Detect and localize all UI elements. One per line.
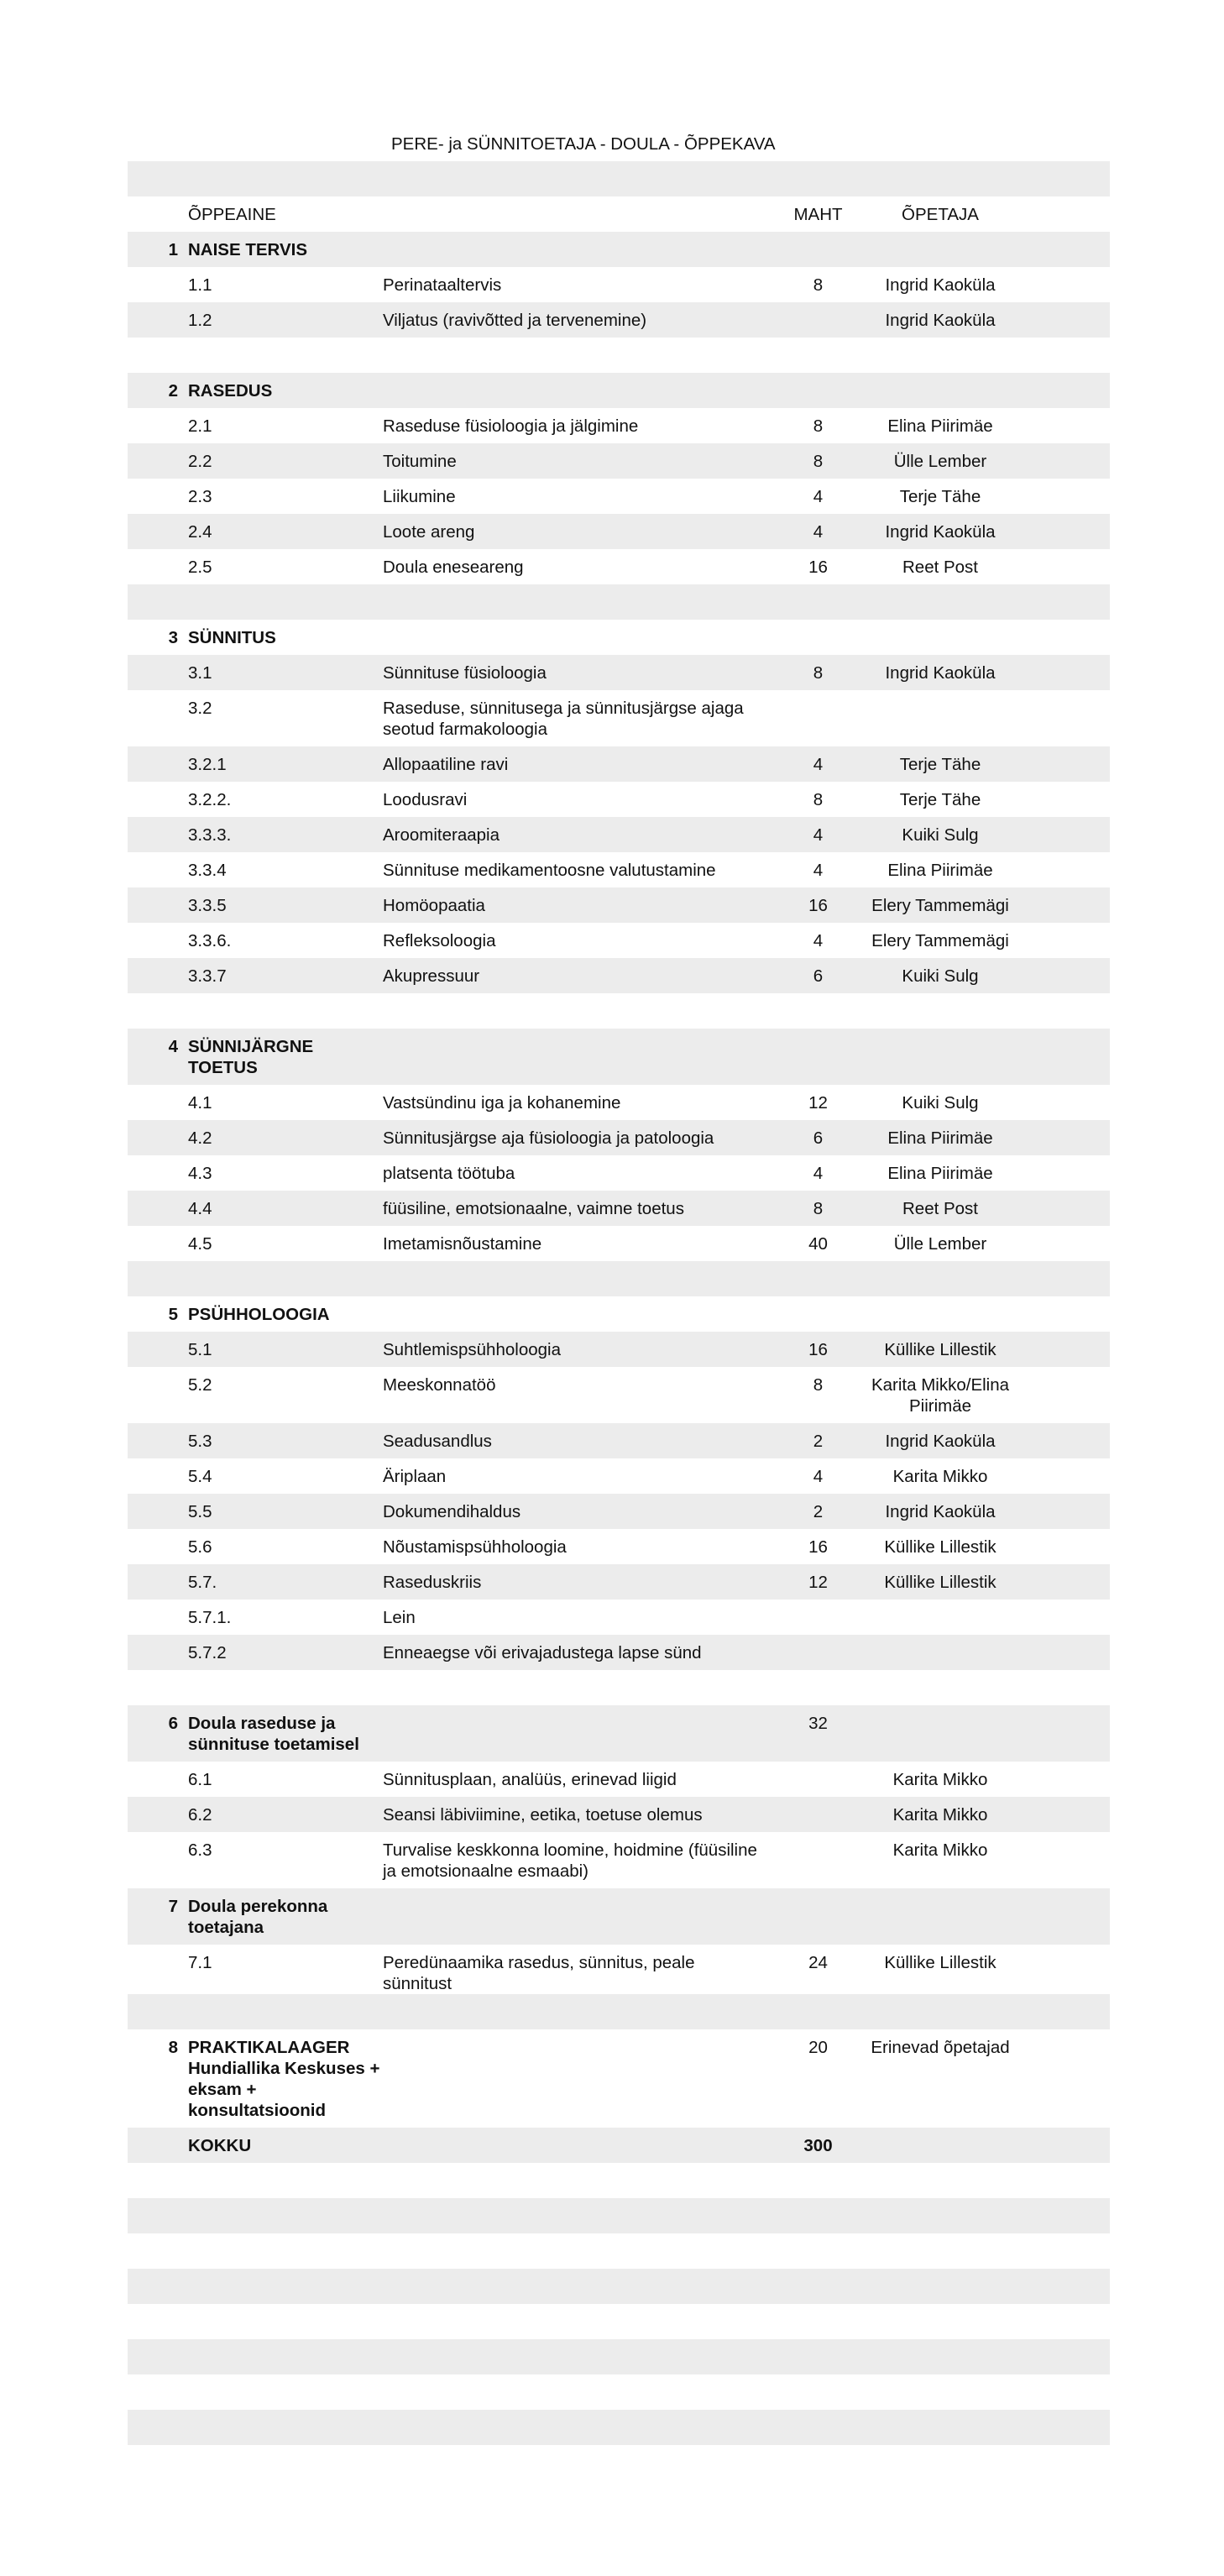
row-number: 2	[168, 381, 178, 401]
table-row	[128, 817, 1110, 852]
course-code: 3.3.4	[188, 861, 227, 880]
table-row	[128, 923, 1110, 958]
course-name: Raseduskriis	[383, 1573, 482, 1592]
course-teacher: Elina Piirimäe	[887, 416, 993, 436]
table-row	[128, 267, 1110, 302]
course-teacher: Kuiki Sulg	[902, 966, 979, 986]
course-name: Nõustamispsühholoogia	[383, 1537, 567, 1557]
table-row	[128, 620, 1110, 655]
course-name: Refleksoloogia	[383, 931, 496, 950]
header-teacher: ÕPETAJA	[902, 205, 979, 224]
course-code: 1.1	[188, 275, 212, 295]
course-code: 6.1	[188, 1770, 212, 1789]
table-row	[128, 1832, 1110, 1888]
row-number: 1	[168, 240, 178, 259]
table-row	[128, 549, 1110, 584]
course-code: 3.2.1	[188, 755, 227, 774]
table-row	[128, 1635, 1110, 1670]
course-volume: 16	[808, 896, 828, 915]
course-volume: 20	[808, 2038, 828, 2057]
course-code: 1.2	[188, 311, 212, 330]
course-teacher: Ingrid Kaoküla	[885, 1432, 996, 1451]
course-code: 3.2.2.	[188, 790, 232, 809]
table-row	[128, 1670, 1110, 1705]
course-code: 4.5	[188, 1234, 212, 1254]
course-volume: 4	[813, 931, 824, 950]
course-teacher: Ingrid Kaoküla	[885, 522, 996, 542]
section-title: KOKKU	[188, 2136, 252, 2155]
course-name: Akupressuur	[383, 966, 480, 986]
table-row	[128, 852, 1110, 887]
course-name: Raseduse füsioloogia ja jälgimine	[383, 416, 639, 436]
section-title: Doula raseduse ja sünnituse toetamisel	[188, 1714, 359, 1754]
course-name: Homöopaatia	[383, 896, 485, 915]
table-row	[128, 479, 1110, 514]
section-title: SÜNNITUS	[188, 628, 276, 647]
course-volume: 6	[813, 1128, 824, 1148]
course-code: 3.3.3.	[188, 825, 232, 845]
course-volume: 8	[813, 1199, 824, 1218]
course-name: Meeskonnatöö	[383, 1375, 496, 1395]
table-row	[128, 690, 1110, 746]
table-row	[128, 1423, 1110, 1458]
table-header-row	[128, 196, 1110, 232]
course-name: Vastsündinu iga ja kohanemine	[383, 1093, 621, 1113]
section-title: SÜNNIJÄRGNE TOETUS	[188, 1037, 314, 1077]
table-row	[128, 514, 1110, 549]
course-teacher: Terje Tähe	[899, 790, 981, 809]
course-name: platsenta töötuba	[383, 1164, 515, 1183]
table-row	[128, 2198, 1110, 2233]
course-name: Suhtlemispsühholoogia	[383, 1340, 561, 1359]
table-row	[128, 1705, 1110, 1762]
table-body	[128, 161, 1110, 2445]
course-name: Imetamisnõustamine	[383, 1234, 542, 1254]
header-volume: MAHT	[793, 205, 843, 224]
table-row	[128, 1226, 1110, 1261]
section-title: RASEDUS	[188, 381, 273, 401]
course-teacher: Kuiki Sulg	[902, 825, 979, 845]
course-name: Allopaatiline ravi	[383, 755, 509, 774]
course-name: Sünnitusplaan, analüüs, erinevad liigid	[383, 1770, 677, 1789]
table-row	[128, 655, 1110, 690]
table-row	[128, 958, 1110, 993]
course-name: Toitumine	[383, 452, 457, 471]
course-name: füüsiline, emotsionaalne, vaimne toetus	[383, 1199, 684, 1218]
row-number: 5	[168, 1305, 178, 1324]
course-teacher: Elina Piirimäe	[887, 1164, 993, 1183]
course-code: 5.3	[188, 1432, 212, 1451]
course-code: 6.3	[188, 1840, 212, 1860]
course-volume: 12	[808, 1573, 828, 1592]
course-code: 3.3.6.	[188, 931, 232, 950]
course-volume: 4	[813, 1164, 824, 1183]
course-code: 4.1	[188, 1093, 212, 1113]
course-code: 3.3.7	[188, 966, 227, 986]
table-row	[128, 443, 1110, 479]
table-row	[128, 1367, 1110, 1423]
row-number: 8	[168, 2038, 178, 2057]
course-volume: 300	[803, 2136, 833, 2155]
course-code: 4.3	[188, 1164, 212, 1183]
course-volume: 2	[813, 1502, 824, 1521]
curriculum-table	[128, 128, 1110, 2445]
table-row	[128, 1029, 1110, 1085]
course-volume: 32	[808, 1714, 828, 1733]
course-code: 5.6	[188, 1537, 212, 1557]
course-volume: 16	[808, 558, 828, 577]
course-teacher: Karita Mikko	[892, 1805, 988, 1825]
course-volume: 24	[808, 1953, 828, 1972]
table-row	[128, 1332, 1110, 1367]
table-row	[128, 161, 1110, 196]
course-code: 4.4	[188, 1199, 212, 1218]
section-title: Doula perekonna toetajana	[188, 1897, 328, 1937]
table-row	[128, 2304, 1110, 2339]
course-volume: 4	[813, 825, 824, 845]
course-teacher: Ingrid Kaoküla	[885, 1502, 996, 1521]
course-volume: 4	[813, 522, 824, 542]
course-teacher: Karita Mikko	[892, 1840, 988, 1860]
course-teacher: Ülle Lember	[893, 1234, 987, 1254]
course-code: 3.3.5	[188, 896, 227, 915]
table-row	[128, 1120, 1110, 1155]
table-row	[128, 232, 1110, 267]
course-volume: 16	[808, 1340, 828, 1359]
table-row	[128, 1888, 1110, 1945]
course-name: Peredünaamika rasedus, sünnitus, peale sünnitust	[383, 1953, 695, 1993]
table-row	[128, 2269, 1110, 2304]
course-volume: 8	[813, 790, 824, 809]
course-name: Enneaegse või erivajadustega lapse sünd	[383, 1643, 702, 1662]
course-volume: 16	[808, 1537, 828, 1557]
course-teacher: Kuiki Sulg	[902, 1093, 979, 1113]
course-name: Sünnituse medikamentoosne valutustamine	[383, 861, 716, 880]
course-teacher: Karita Mikko	[892, 1770, 988, 1789]
course-code: 5.2	[188, 1375, 212, 1395]
table-row	[128, 746, 1110, 782]
table-row	[128, 1458, 1110, 1494]
course-name: Raseduse, sünnitusega ja sünnitusjärgse ajaga seotud farmakoloogia	[383, 699, 744, 739]
course-code: 5.7.2	[188, 1643, 227, 1662]
course-name: Sünnituse füsioloogia	[383, 663, 547, 683]
course-code: 5.7.1.	[188, 1608, 232, 1627]
table-row	[128, 2029, 1110, 2128]
course-volume: 12	[808, 1093, 828, 1113]
course-code: 5.7.	[188, 1573, 217, 1592]
table-row	[128, 338, 1110, 373]
course-teacher: Küllike Lillestik	[884, 1340, 996, 1359]
section-title: NAISE TERVIS	[188, 240, 308, 259]
course-code: 5.5	[188, 1502, 212, 1521]
course-teacher: Elina Piirimäe	[887, 861, 993, 880]
course-code: 2.3	[188, 487, 212, 506]
course-code: 7.1	[188, 1953, 212, 1972]
course-name: Perinataaltervis	[383, 275, 502, 295]
table-row	[128, 1994, 1110, 2029]
table-row	[128, 1155, 1110, 1191]
table-row	[128, 2233, 1110, 2269]
table-row	[128, 2339, 1110, 2374]
course-teacher: Küllike Lillestik	[884, 1573, 996, 1592]
course-name: Äriplaan	[383, 1467, 447, 1486]
course-volume: 8	[813, 663, 824, 683]
course-name: Aroomiteraapia	[383, 825, 500, 845]
course-name: Loodusravi	[383, 790, 468, 809]
table-row	[128, 1296, 1110, 1332]
course-name: Turvalise keskkonna loomine, hoidmine (füüsiline ja emotsionaalne esmaabi)	[383, 1840, 757, 1881]
course-teacher: Ingrid Kaoküla	[885, 275, 996, 295]
course-volume: 8	[813, 1375, 824, 1395]
course-teacher: Reet Post	[902, 558, 979, 577]
table-row	[128, 1085, 1110, 1120]
course-name: Doula eneseareng	[383, 558, 524, 577]
header-subject: ÕPPEAINE	[188, 205, 276, 224]
course-code: 2.1	[188, 416, 212, 436]
course-name: Viljatus (ravivõtted ja tervenemine)	[383, 311, 647, 330]
course-volume: 8	[813, 416, 824, 436]
table-row	[128, 2128, 1110, 2163]
course-volume: 4	[813, 487, 824, 506]
course-name: Seadusandlus	[383, 1432, 492, 1451]
course-teacher: Ingrid Kaoküla	[885, 663, 996, 683]
course-code: 6.2	[188, 1805, 212, 1825]
row-number: 6	[168, 1714, 178, 1733]
course-volume: 4	[813, 1467, 824, 1486]
course-teacher: Ülle Lember	[893, 452, 987, 471]
course-teacher: Küllike Lillestik	[884, 1953, 996, 1972]
table-row	[128, 373, 1110, 408]
course-name: Sünnitusjärgse aja füsioloogia ja patoloogia	[383, 1128, 714, 1148]
table-row	[128, 1600, 1110, 1635]
course-name: Lein	[383, 1608, 416, 1627]
course-teacher: Terje Tähe	[899, 755, 981, 774]
course-code: 2.5	[188, 558, 212, 577]
table-row	[128, 1191, 1110, 1226]
row-number: 7	[168, 1897, 178, 1916]
section-title: PSÜHHOLOOGIA	[188, 1305, 330, 1324]
page-title: PERE- ja SÜNNITOETAJA - DOULA - ÕPPEKAVA	[391, 134, 776, 154]
table-row	[128, 1564, 1110, 1600]
row-number: 4	[168, 1037, 178, 1056]
course-code: 4.2	[188, 1128, 212, 1148]
course-code: 3.1	[188, 663, 212, 683]
course-name: Seansi läbiviimine, eetika, toetuse olemus	[383, 1805, 703, 1825]
course-volume: 40	[808, 1234, 828, 1254]
course-teacher: Ingrid Kaoküla	[885, 311, 996, 330]
table-row	[128, 584, 1110, 620]
table-row	[128, 1762, 1110, 1797]
course-teacher: Erinevad õpetajad	[871, 2038, 1010, 2057]
course-volume: 4	[813, 755, 824, 774]
table-row	[128, 2163, 1110, 2198]
table-row	[128, 1797, 1110, 1832]
course-code: 2.2	[188, 452, 212, 471]
table-row	[128, 1945, 1110, 1994]
course-teacher: Karita Mikko/Elina Piirimäe	[871, 1375, 1010, 1416]
course-code: 5.4	[188, 1467, 212, 1486]
course-name: Loote areng	[383, 522, 475, 542]
course-teacher: Elina Piirimäe	[887, 1128, 993, 1148]
table-row	[128, 1529, 1110, 1564]
table-row	[128, 2374, 1110, 2410]
course-volume: 2	[813, 1432, 824, 1451]
table-row	[128, 782, 1110, 817]
course-code: 3.2	[188, 699, 212, 718]
row-number: 3	[168, 628, 178, 647]
table-row	[128, 1261, 1110, 1296]
table-row	[128, 302, 1110, 338]
course-teacher: Elery Tammemägi	[871, 896, 1009, 915]
course-code: 2.4	[188, 522, 212, 542]
course-code: 5.1	[188, 1340, 212, 1359]
table-row	[128, 887, 1110, 923]
table-row	[128, 408, 1110, 443]
course-volume: 8	[813, 275, 824, 295]
course-teacher: Karita Mikko	[892, 1467, 988, 1486]
table-row	[128, 993, 1110, 1029]
course-teacher: Terje Tähe	[899, 487, 981, 506]
course-teacher: Elery Tammemägi	[871, 931, 1009, 950]
course-name: Liikumine	[383, 487, 456, 506]
course-name: Dokumendihaldus	[383, 1502, 521, 1521]
table-row	[128, 1494, 1110, 1529]
section-title: PRAKTIKALAAGER Hundiallika Keskuses + eksam + konsultatsioonid	[188, 2038, 380, 2120]
course-volume: 8	[813, 452, 824, 471]
course-teacher: Reet Post	[902, 1199, 979, 1218]
course-volume: 4	[813, 861, 824, 880]
course-volume: 6	[813, 966, 824, 986]
table-row	[128, 2410, 1110, 2445]
course-teacher: Küllike Lillestik	[884, 1537, 996, 1557]
